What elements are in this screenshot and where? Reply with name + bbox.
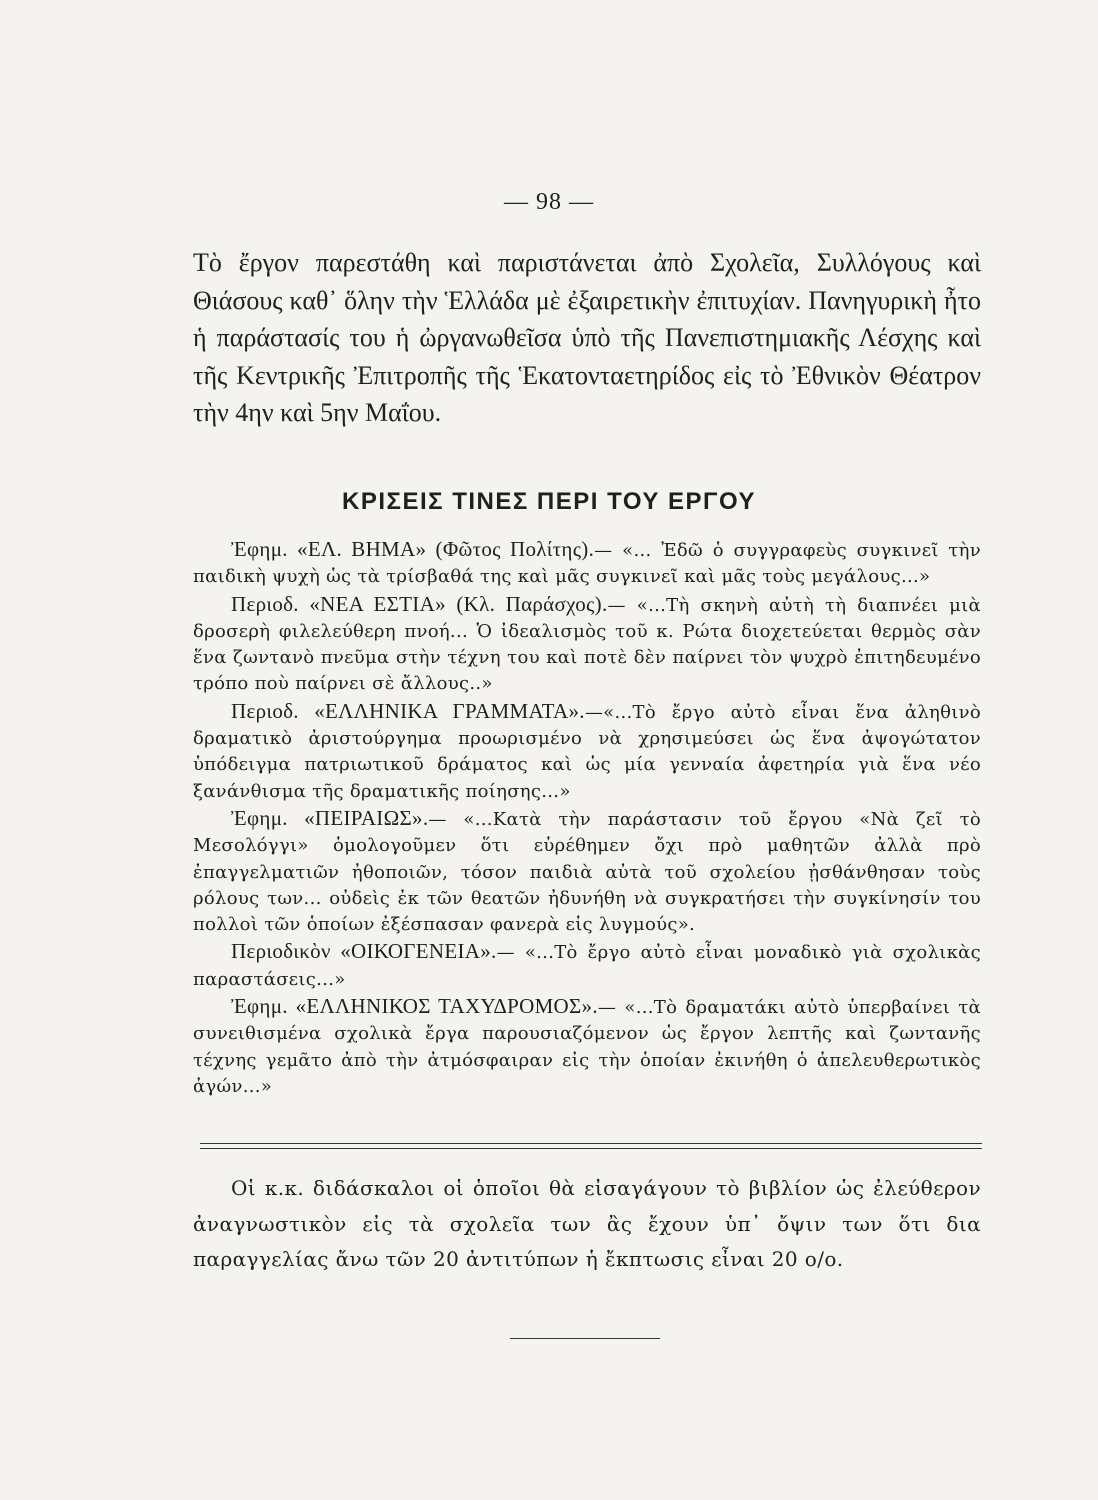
review-quote: — «...Τὸ ἔργο αὐτὸ εἶναι μοναδικὸ γιὰ σχολικὰς παραστάσεις...» — [193, 942, 981, 990]
review-item — [193, 805, 981, 938]
review-source: Ἐφημ. «ΕΛ. ΒΗΜΑ» (Φῶτος Πολίτης). — [231, 537, 595, 561]
review-source: Περιοδικὸν «ΟΙΚΟΓΕΝΕΙΑ». — [231, 939, 497, 964]
teachers-note: Οἱ κ.κ. διδάσκαλοι οἱ ὁποῖοι θὰ εἰσαγάγουν τὸ βιβλίον ὡς ἐλεύθερον ἀναγνωστικὸν εἰς τὰ σχολεῖα των ἂς ἔχουν ὑπ᾿ ὄψιν των ὅτι δια παραγγελίας ἄνω τῶν 20 ἀντιτύπων ἡ ἔκπτωσις εἶναι 20 ο/ο. — [193, 1176, 981, 1271]
review-source: Ἐφημ. «ΠΕΙΡΑΙΩΣ». — [231, 805, 429, 830]
review-quote: — «...Τὸ δραματάκι αὐτὸ ὑπερβαίνει τὰ συνειθισμένα σχολικὰ ἔργα παρουσιαζόμενον ὡς ἔργον λεπτῆς καὶ ζωντανῆς τέχνης γεμᾶτο ἀπὸ τὴν ἀτμόσφαιραν εἰς τὴν ὁποίαν ἐκινήθη ὁ ἀπελευθερωτικὸς ἀγών...» — [193, 997, 981, 1097]
page-number: — 98 — — [504, 189, 594, 215]
review-quote: — «...Τὴ σκηνὴ αὐτὴ τὴ διαπνέει μιὰ δροσερὴ φιλελεύθερη πνοή... Ὁ ἰδεαλισμὸς τοῦ κ. Ρώτα διοχετεύεται θερμὸς σὰν ἕνα ζωντανὸ πνεῦμα στὴν τέχνη του καὶ ποτὲ δὲν παίρνει τὸν ψυχρὸ ἐπιτηδευμένο τρόπο ποὺ παίρνει σὲ ἄλλους..» — [193, 594, 981, 695]
intro-paragraph: Τὸ ἔργον παρεστάθη καὶ παριστάνεται ἀπὸ Σχολεῖα, Συλλόγους καὶ Θιάσους καθ᾿ ὅλην τὴν Ἑλλάδα μὲ ἐξαιρετικὴν ἐπιτυχίαν. Πανηγυρικὴ ἦτο ἡ παράστασίς του ἡ ὠργανωθεῖσα ὑπὸ τῆς Πανεπιστημιακῆς Λέσχης καὶ τῆς Κεντρικῆς Ἐπιτροπῆς τῆς Ἑκατονταετηρίδος εἰς τὸ Ἐθνικὸν Θέατρον τὴν 4ην καὶ 5ην Μαΐου. — [193, 248, 981, 428]
review-source: Περιοδ. «ΕΛΛΗΝΙΚΑ ΓΡΑΜΜΑΤΑ». — [231, 698, 585, 723]
review-quote: —«...Τὸ ἔργο αὐτὸ εἶναι ἕνα ἀληθινὸ δραματικὸ ἀριστούργημα προωρισμένο νὰ χρησιμεύσει ὡς ἕνα ἀψογώτατον ὑπόδειγμα πατριωτικοῦ δράματος καὶ ὡς μία γενναία ἀφετηρία γιὰ ἕνα νέο ξανάνθισμα τῆς δραματικῆς ποίησης...» — [193, 701, 981, 802]
review-item — [193, 993, 981, 1100]
review-source: Ἐφημ. «ΕΛΛΗΝΙΚΟΣ ΤΑΧΥΔΡΟΜΟΣ». — [231, 994, 598, 1019]
review-quote: — «...Κατὰ τὴν παράστασιν τοῦ ἔργου «Νὰ ζεῖ τὸ Μεσολόγγι» ὁμολογοῦμεν ὅτι εὑρέθημεν ὄχι πρὸ μαθητῶν ἀλλὰ πρὸ ἐπαγγελματιῶν ἠθοποιῶν, τόσον παιδιὰ αὐτὰ τοῦ σχολείου ᾐσθάνθησαν τοὺς ρόλους των... οὐδεὶς ἐκ τῶν θεατῶν ἠδυνήθη νὰ συγκρατήσει τὴν συγκίνησίν του πολλοὶ τῶν ὁποίων ἐξέσπασαν φανερὰ εἰς λυγμούς». — [193, 808, 981, 936]
section-divider — [200, 1143, 982, 1144]
review-source: Περιοδ. «ΝΕΑ ΕΣΤΙΑ» (Κλ. Παράσχος). — [231, 591, 608, 616]
review-quote: — «... Ἐδῶ ὁ συγγραφεὺς συγκινεῖ τὴν παιδικὴ ψυχὴ ὡς τὰ τρίσβαθά της καὶ μᾶς συγκινεῖ καὶ μᾶς τοὺς μεγάλους...» — [193, 540, 981, 588]
review-item — [193, 698, 981, 805]
reviews-list — [193, 536, 981, 1100]
review-item — [193, 591, 981, 698]
section-heading: ΚΡΙΣΕΙΣ ΤΙΝΕΣ ΠΕΡΙ ΤΟΥ ΕΡΓΟΥ — [342, 488, 756, 515]
review-item — [193, 938, 981, 993]
section-divider — [200, 1148, 982, 1149]
end-rule — [510, 1338, 660, 1339]
review-item — [193, 536, 981, 591]
